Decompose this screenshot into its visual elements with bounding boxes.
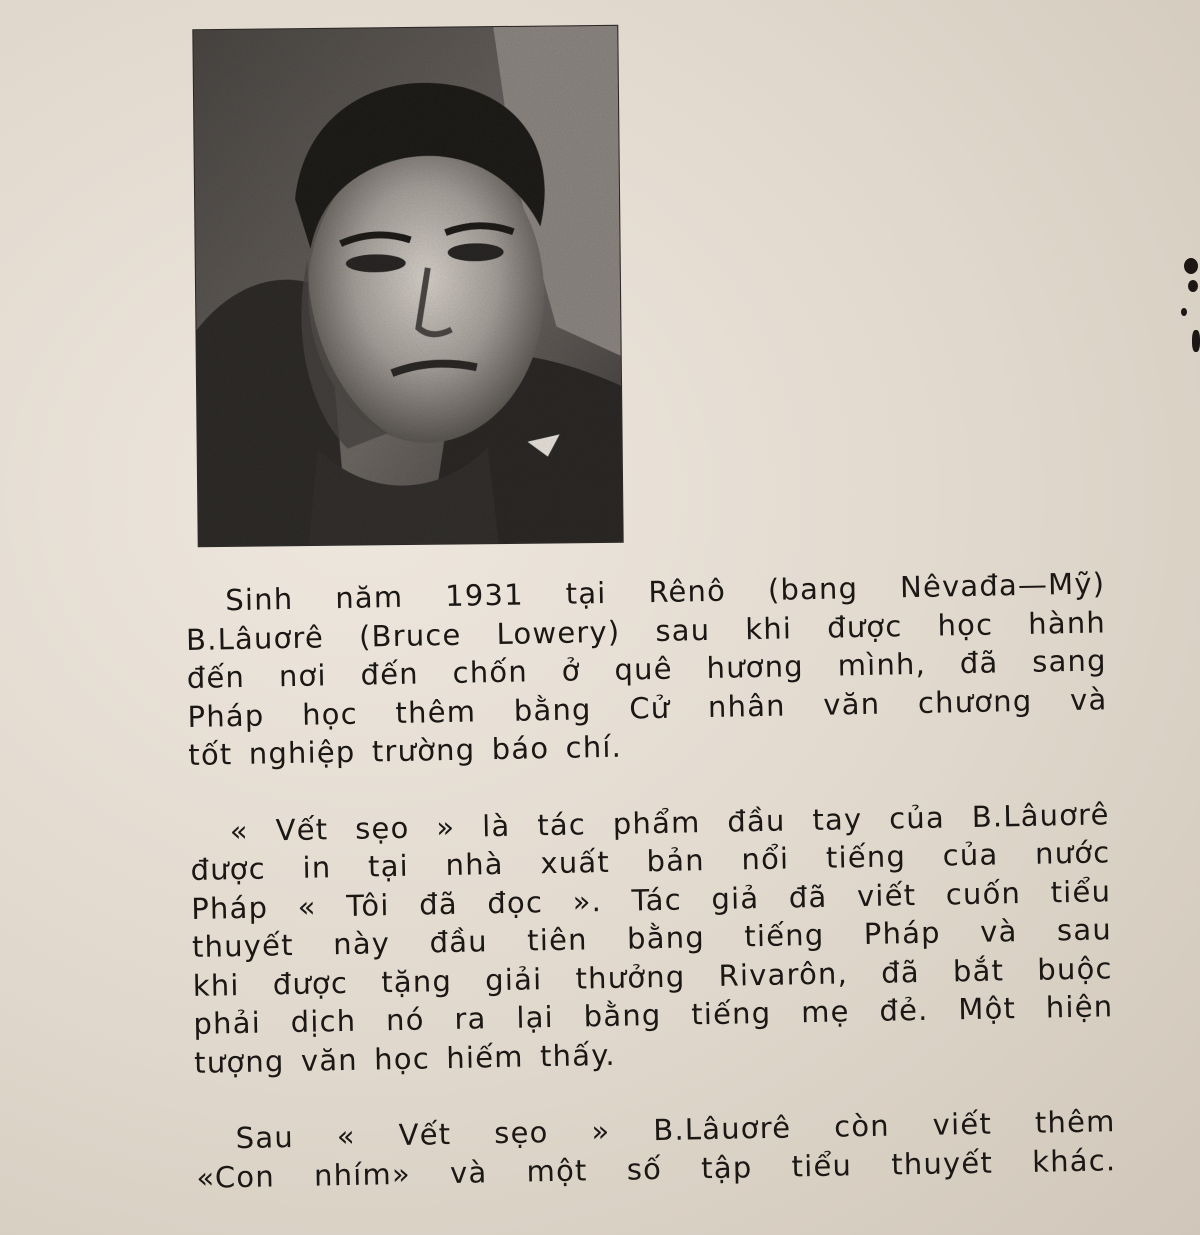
paragraph-other-works — [195, 1102, 1116, 1197]
ink-blot — [1181, 308, 1187, 316]
author-portrait-photo — [193, 26, 622, 546]
text-line: khi được tặng giải thưởng Rivarôn, đã bắt buộc — [192, 950, 1113, 1003]
text-line: B.Lâuơrê (Bruce Lowery) sau khi được học hành — [185, 604, 1107, 657]
paragraph-birth-education — [185, 564, 1109, 774]
text-line: phải dịch nó ra lại bằng tiếng mẹ đẻ. Một hiện — [193, 989, 1114, 1041]
paragraph-first-novel — [189, 795, 1114, 1082]
portrait-image — [193, 26, 622, 546]
text-line: Sinh năm 1931 tại Rênô (bang Nêvađa—Mỹ) — [225, 566, 1106, 618]
text-line: thuyết này đầu tiên bằng tiếng Pháp và sau — [191, 912, 1113, 964]
text-line: «Con nhím» và một số tập tiểu thuyết khác. — [196, 1142, 1117, 1195]
text-line: tượng văn học hiếm thấy. — [193, 1037, 617, 1080]
author-biography-text — [185, 564, 1117, 1235]
text-line: « Vết sẹo » là tác phẩm đầu tay của B.Lâuơrê — [229, 796, 1110, 848]
ink-blot — [1188, 280, 1198, 292]
text-line: Pháp « Tôi đã đọc ». Tác giả đã viết cuốn tiểu — [190, 873, 1112, 926]
ink-blot — [1192, 330, 1200, 352]
text-line: đến nơi đến chốn ở quê hương mình, đã sang — [186, 643, 1107, 695]
text-line: được in tại nhà xuất bản nổi tiếng của nước — [190, 835, 1111, 887]
text-line: tốt nghiệp trường báo chí. — [187, 729, 623, 772]
text-line: Pháp học thêm bằng Cử nhân văn chương và — [187, 681, 1108, 734]
text-line: Sau « Vết sẹo » B.Lâuơrê còn viết thêm — [235, 1104, 1116, 1156]
ink-blot — [1184, 258, 1198, 274]
